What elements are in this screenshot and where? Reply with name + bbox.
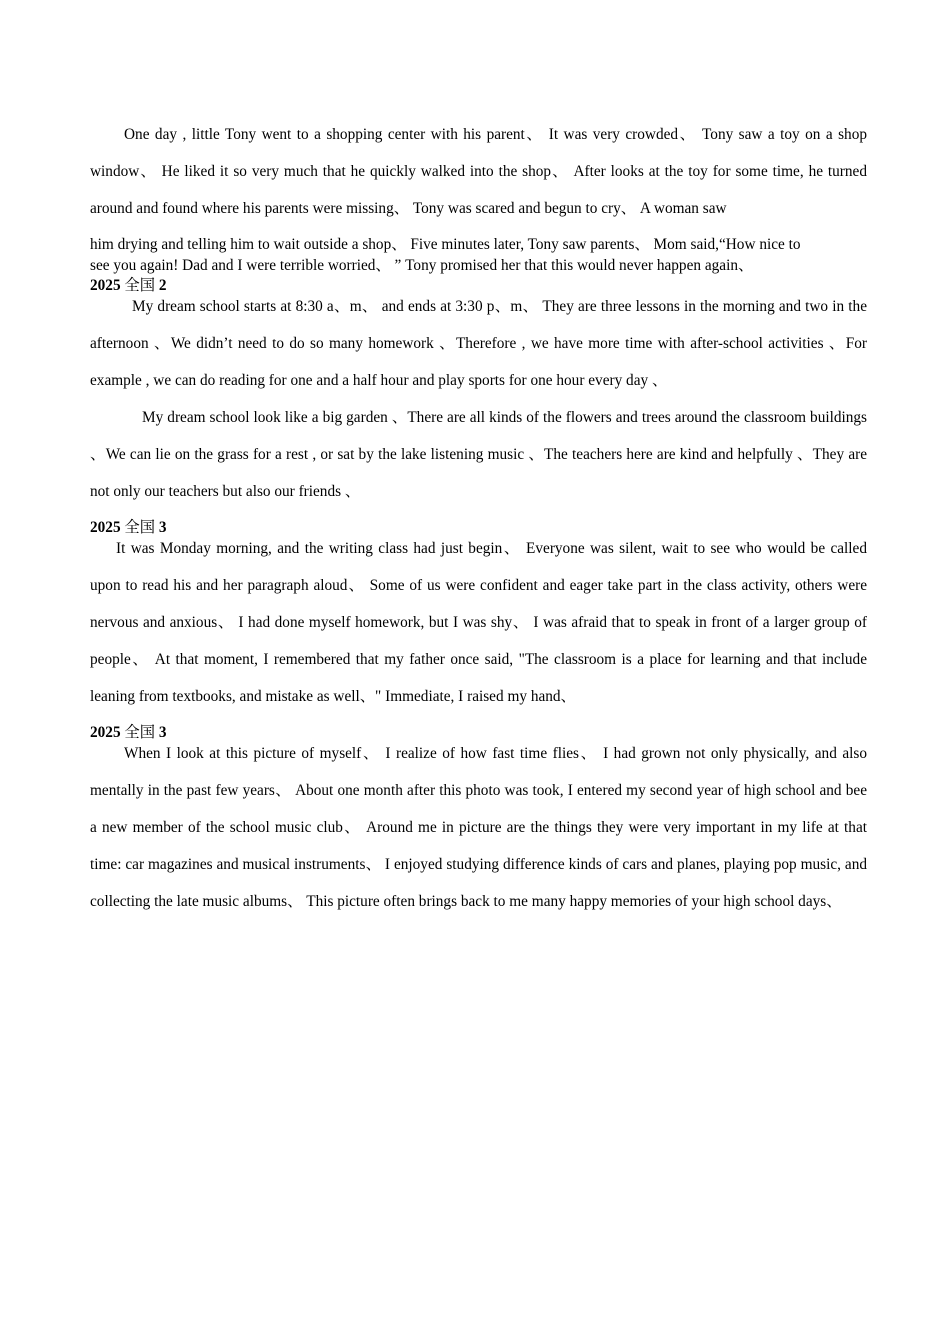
essay-3 [90,518,867,715]
essay-2-paragraph-2: My dream school look like a big garden 、There are all kinds of the flowers and trees around the classroom buildings 、We can lie on the grass for a rest , or sat by the lake listening music 、The teachers here are kind and helpfully 、They are not only our teachers but also our friends 、 [90,409,867,500]
essay-2 [90,276,867,510]
heading-region: 全国 [124,277,156,294]
essay-1-tail-line-1: him drying and telling him to wait outside a shop、 Five minutes later, Tony saw parents、 Mom said,“How nice to [90,236,801,253]
document-page [90,116,867,920]
heading-region: 全国 [124,519,156,536]
heading-number: 3 [158,724,167,741]
essay-3-paragraph-1: It was Monday morning, and the writing class had just begin、 Everyone was silent, wait to see who would be called upon to read his and her paragraph aloud、 Some of us were confident and eager take part in the class activity, others were nervous and anxious、 I had done myself homework, but I was shy、 I was afraid that to speak in front of a larger group of people、 At that moment, I remembered that my father once said, "The classroom is a place for learning and that include leaning from textbooks, and mistake as well、" Immediate, I raised my hand、 [90,540,867,705]
heading-year: 2025 [90,724,121,741]
essay-1 [90,116,867,276]
essay-4-paragraph-1: When I look at this picture of myself、 I realize of how fast time flies、 I had grown not only physically, and also mentally in the past few years、 About one month after this photo was took, I entered my second year of high school and bee a new member of the school music club、 Around me in picture are the things they were very important in my life at that time: car magazines and musical instruments、 I enjoyed studying difference kinds of cars and planes, playing pop music, and collecting the late music albums、 This picture often brings back to me many happy memories of your high school days、 [90,745,867,910]
essay-2-paragraph-1: My dream school starts at 8:30 a、m、 and ends at 3:30 p、m、 They are three lessons in the morning and two in the afternoon 、We didn’t need to do so many homework 、Therefore , we have more time with after-school activities 、For example , we can do reading for one and a half hour and play sports for one hour every day 、 [90,298,867,389]
heading-number: 3 [158,519,167,536]
essay-4 [90,723,867,920]
heading-year: 2025 [90,519,121,536]
heading-region: 全国 [124,724,156,741]
essay-1-paragraph-1: One day , little Tony went to a shopping center with his parent、 It was very crowded、 Tony saw a toy on a shop window、 He liked it so very much that he quickly walked into the shop、 After looks at the toy for some time, he turned around and found where his parents were missing、 Tony was scared and begun to cry、 A woman saw [90,126,867,217]
heading-number: 2 [158,277,167,294]
heading-year: 2025 [90,277,121,294]
essay-1-tail-line-2: see you again! Dad and I were terrible worried、 ” Tony promised her that this would never happen again、 [90,257,754,274]
